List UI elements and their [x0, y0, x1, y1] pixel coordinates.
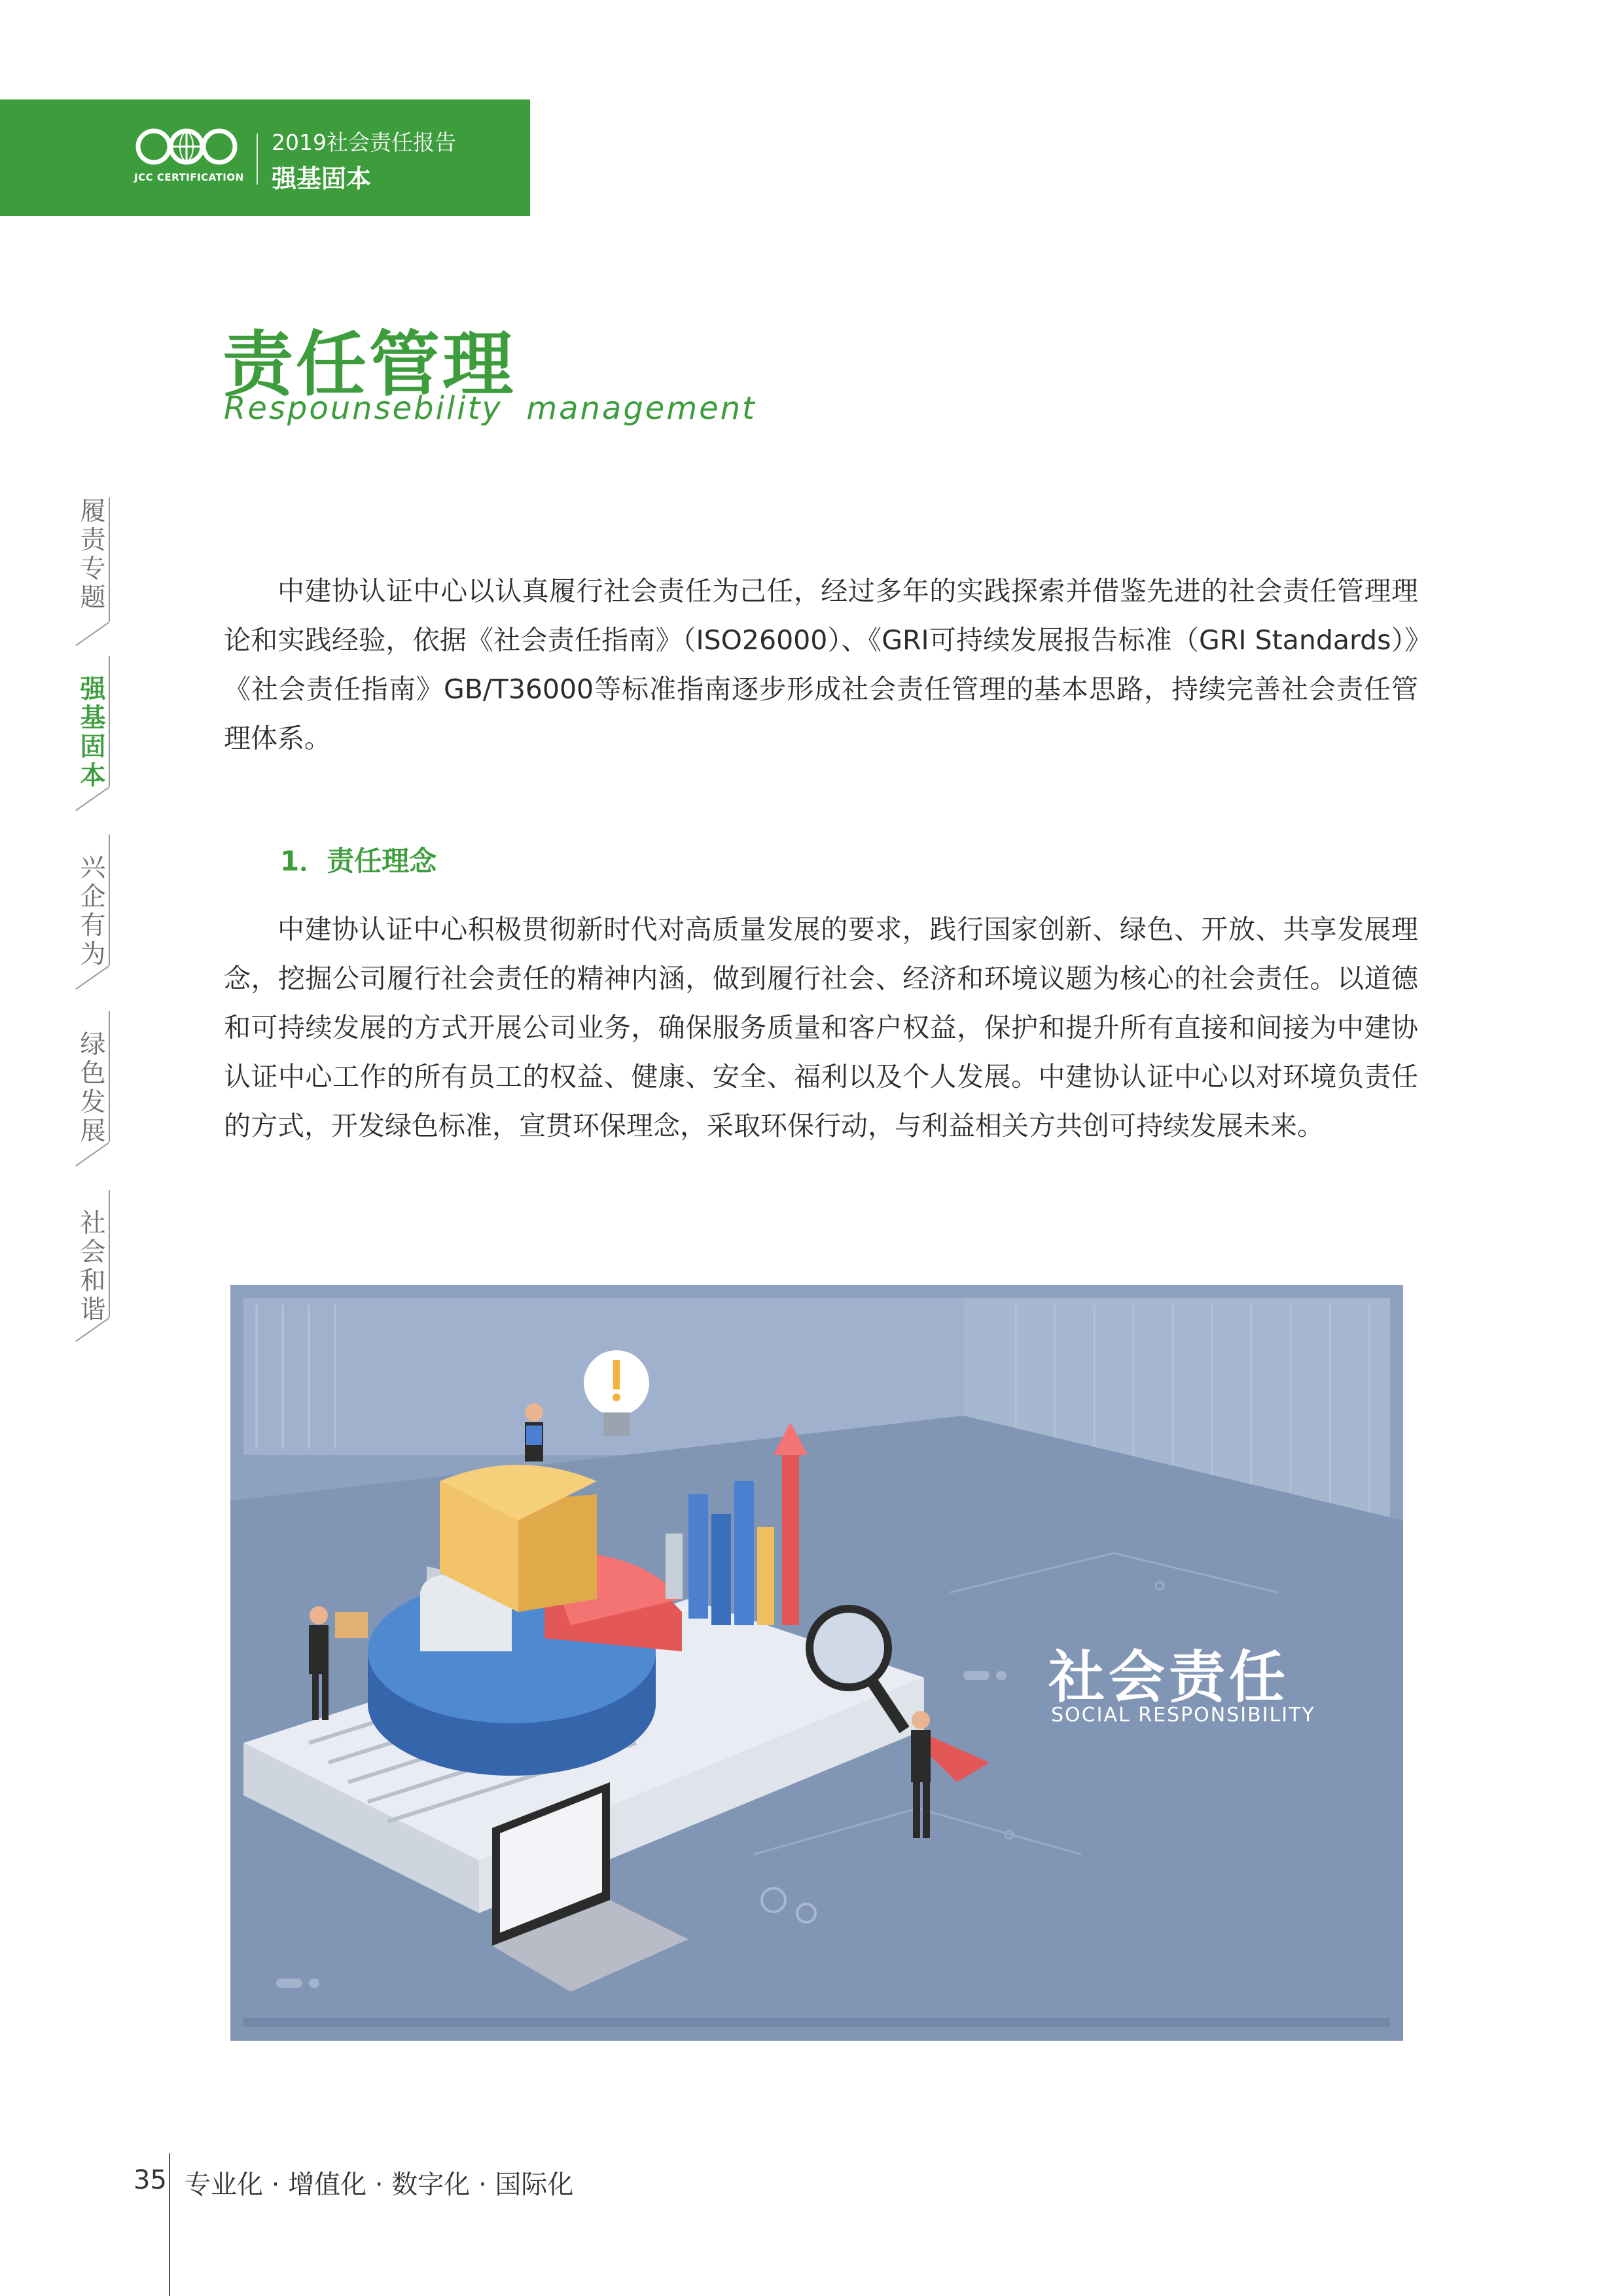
- illustration-title: 社会责任: [1048, 1645, 1289, 1710]
- side-nav-label: 兴企有为: [80, 853, 106, 969]
- intro-paragraph: [224, 567, 1418, 763]
- nav-divider: [109, 1190, 110, 1318]
- page-number: 35: [134, 2165, 167, 2195]
- side-nav-label: 社会和谐: [80, 1209, 106, 1325]
- logo-rings-icon: [134, 127, 239, 168]
- footer-slogan: 专业化 · 增值化 · 数字化 · 国际化: [185, 2170, 574, 2200]
- footer-divider: [169, 2153, 170, 2296]
- illustration-subtitle: SOCIAL RESPONSIBILITY: [1051, 1704, 1315, 1727]
- nav-divider: [109, 656, 110, 787]
- jcc-logo: [134, 127, 244, 186]
- page-title-english: Respounsebility management: [224, 390, 757, 427]
- header-band: [0, 99, 530, 216]
- nav-divider: [109, 497, 110, 622]
- report-year: 2019社会责任报告: [272, 130, 456, 155]
- nav-divider-tick: [75, 622, 109, 646]
- section-paragraph: [224, 905, 1418, 1151]
- intro-paragraph-text: 中建协认证中心以认真履行社会责任为己任，经过多年的实践探索并借鉴先进的社会责任管理理论和实践经验，依据《社会责任指南》（ISO26000）、《GRI可持续发展报告标准（GRI Standards）》《社会责任指南》GB/T36000等标准指南逐步形成社会责任管理的基本思路，持续完善社会责任管理体系。: [224, 575, 1418, 754]
- side-nav-label: 履责专题: [80, 497, 106, 613]
- social-responsibility-illustration: [230, 1285, 1403, 2041]
- page-title: 责任管理: [223, 324, 516, 406]
- section-heading: 1．责任理念: [280, 845, 437, 877]
- logo-text: JCC CERTIFICATION: [134, 171, 244, 183]
- section-paragraph-text: 中建协认证中心积极贯彻新时代对高质量发展的要求，践行国家创新、绿色、开放、共享发展理念，挖掘公司履行社会责任的精神内涵，做到履行社会、经济和环境议题为核心的社会责任。以道德和可持续发展的方式开展公司业务，确保服务质量和客户权益，保护和提升所有直接和间接为中建协认证中心工作的所有员工的权益、健康、安全、福利以及个人发展。中建协认证中心以对环境负责任的方式，开发绿色标准，宣贯环保理念，采取环保行动，与利益相关方共创可持续发展未来。: [224, 914, 1418, 1141]
- header-separator: [257, 134, 258, 185]
- nav-divider: [109, 834, 110, 965]
- side-nav-label-active: 强基固本: [80, 675, 106, 791]
- header-section-name: 强基固本: [272, 164, 372, 193]
- side-nav-label: 绿色发展: [80, 1030, 106, 1146]
- nav-divider: [109, 1011, 110, 1142]
